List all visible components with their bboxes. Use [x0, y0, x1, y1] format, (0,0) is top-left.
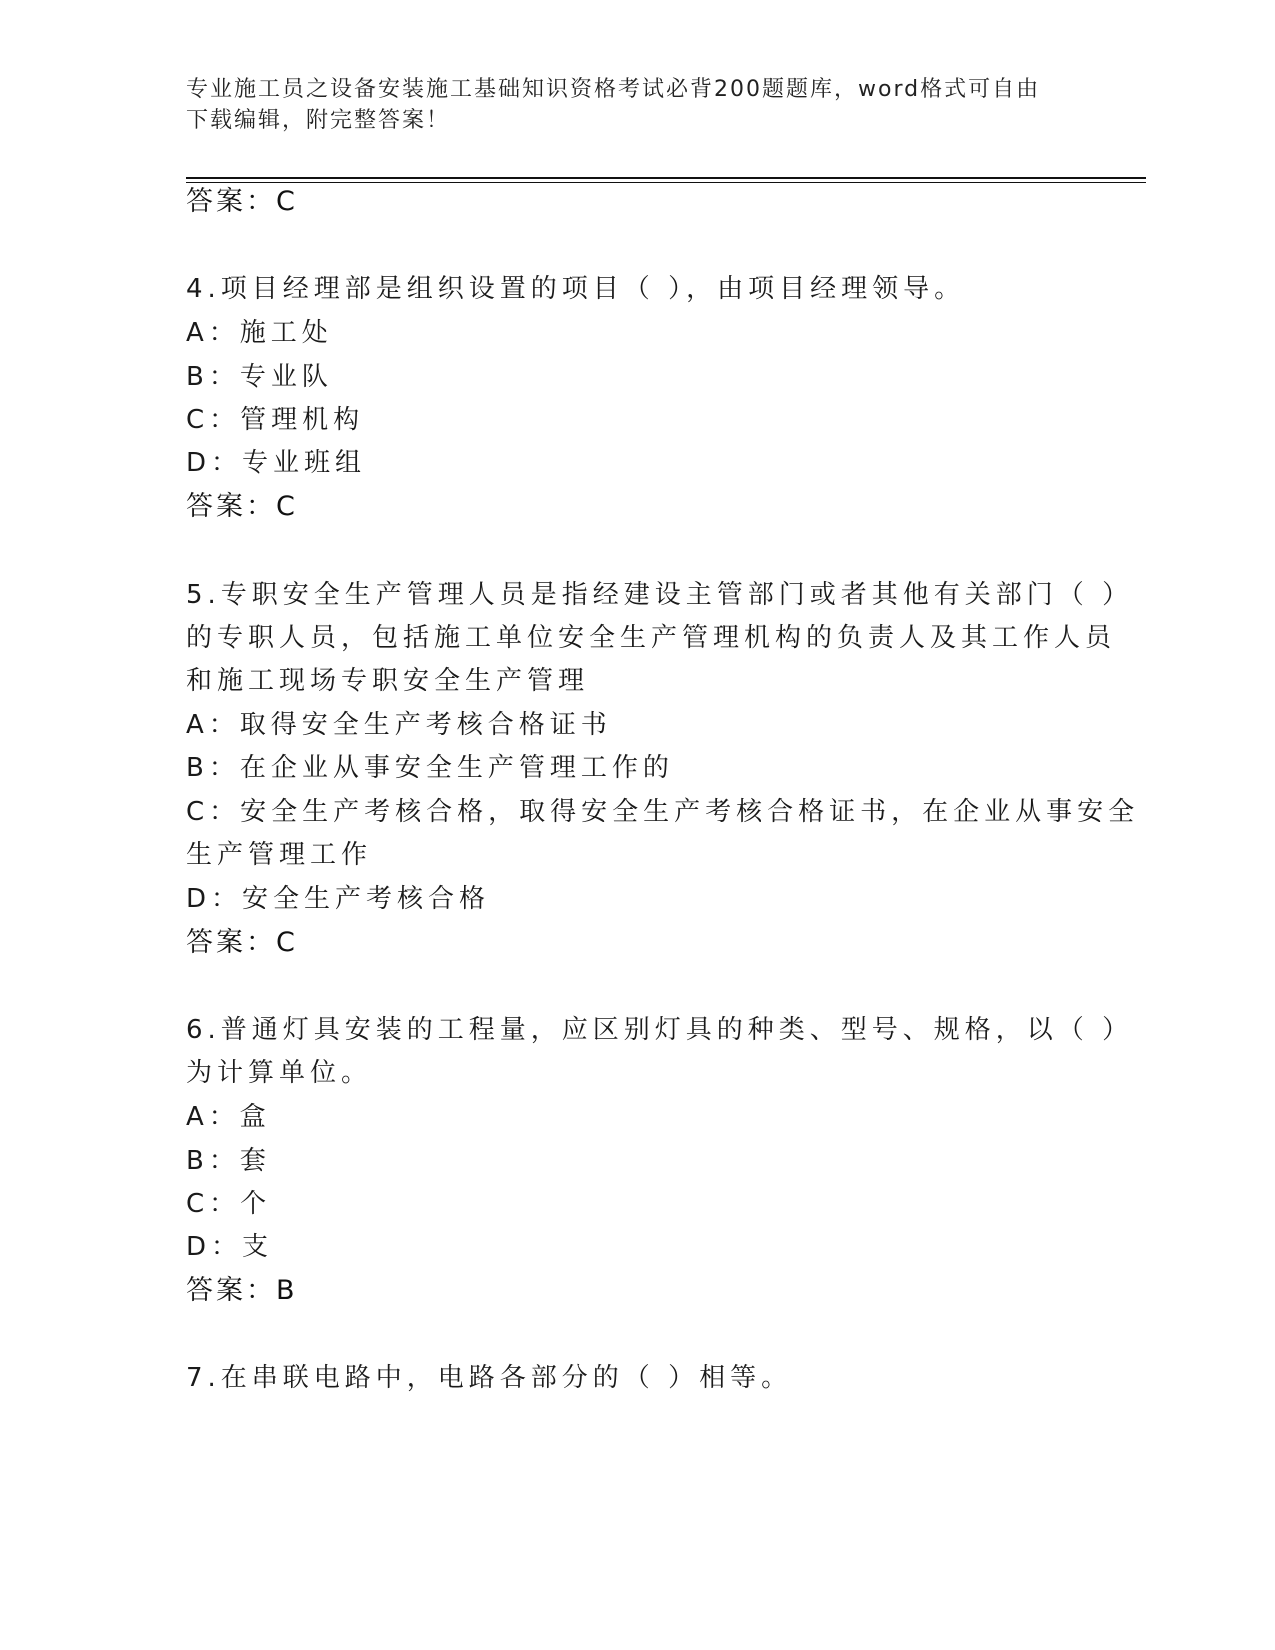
header-line-1: 专业施工员之设备安装施工基础知识资格考试必背200题题库，word格式可自由 — [186, 77, 1041, 102]
question-5-option-a: A：取得安全生产考核合格证书 — [186, 710, 612, 740]
answer-q5: 答案：C — [186, 927, 298, 958]
question-6-option-a: A：盒 — [186, 1102, 271, 1132]
question-6-option-d: D：支 — [186, 1232, 274, 1262]
question-6-stem-line-2: 为计算单位。 — [186, 1058, 373, 1088]
question-4-option-c: C：管理机构 — [186, 405, 365, 435]
document-header — [186, 74, 1066, 136]
question-7-stem: 7.在串联电路中，电路各部分的（ ）相等。 — [186, 1363, 793, 1393]
question-5-option-c-line-2: 生产管理工作 — [186, 840, 373, 870]
question-5-stem-line-3: 和施工现场专职安全生产管理 — [186, 666, 590, 696]
question-5-option-d: D：安全生产考核合格 — [186, 884, 491, 914]
question-5-stem-line-1: 5.专职安全生产管理人员是指经建设主管部门或者其他有关部门（ ） — [186, 580, 1134, 610]
answer-q3: 答案：C — [186, 186, 298, 217]
answer-q6: 答案：B — [186, 1275, 298, 1306]
question-4-option-b: B：专业队 — [186, 362, 333, 392]
question-4-option-a: A：施工处 — [186, 318, 333, 348]
question-6-option-c: C：个 — [186, 1189, 272, 1219]
question-5-option-b: B：在企业从事安全生产管理工作的 — [186, 753, 674, 783]
question-4-option-d: D：专业班组 — [186, 448, 367, 478]
answer-q4: 答案：C — [186, 491, 298, 522]
question-5-stem-line-2: 的专职人员，包括施工单位安全生产管理机构的负责人及其工作人员 — [186, 623, 1117, 653]
header-line-2: 下载编辑，附完整答案！ — [186, 108, 451, 133]
question-6-stem-line-1: 6.普通灯具安装的工程量，应区别灯具的种类、型号、规格，以（ ） — [186, 1015, 1134, 1045]
question-6-option-b: B：套 — [186, 1146, 271, 1176]
question-4-stem: 4.项目经理部是组织设置的项目（ ），由项目经理领导。 — [186, 274, 966, 304]
header-divider-thin — [186, 182, 1146, 183]
question-5-option-c-line-1: C：安全生产考核合格，取得安全生产考核合格证书，在企业从事安全 — [186, 797, 1140, 827]
header-divider-thick — [186, 177, 1146, 179]
